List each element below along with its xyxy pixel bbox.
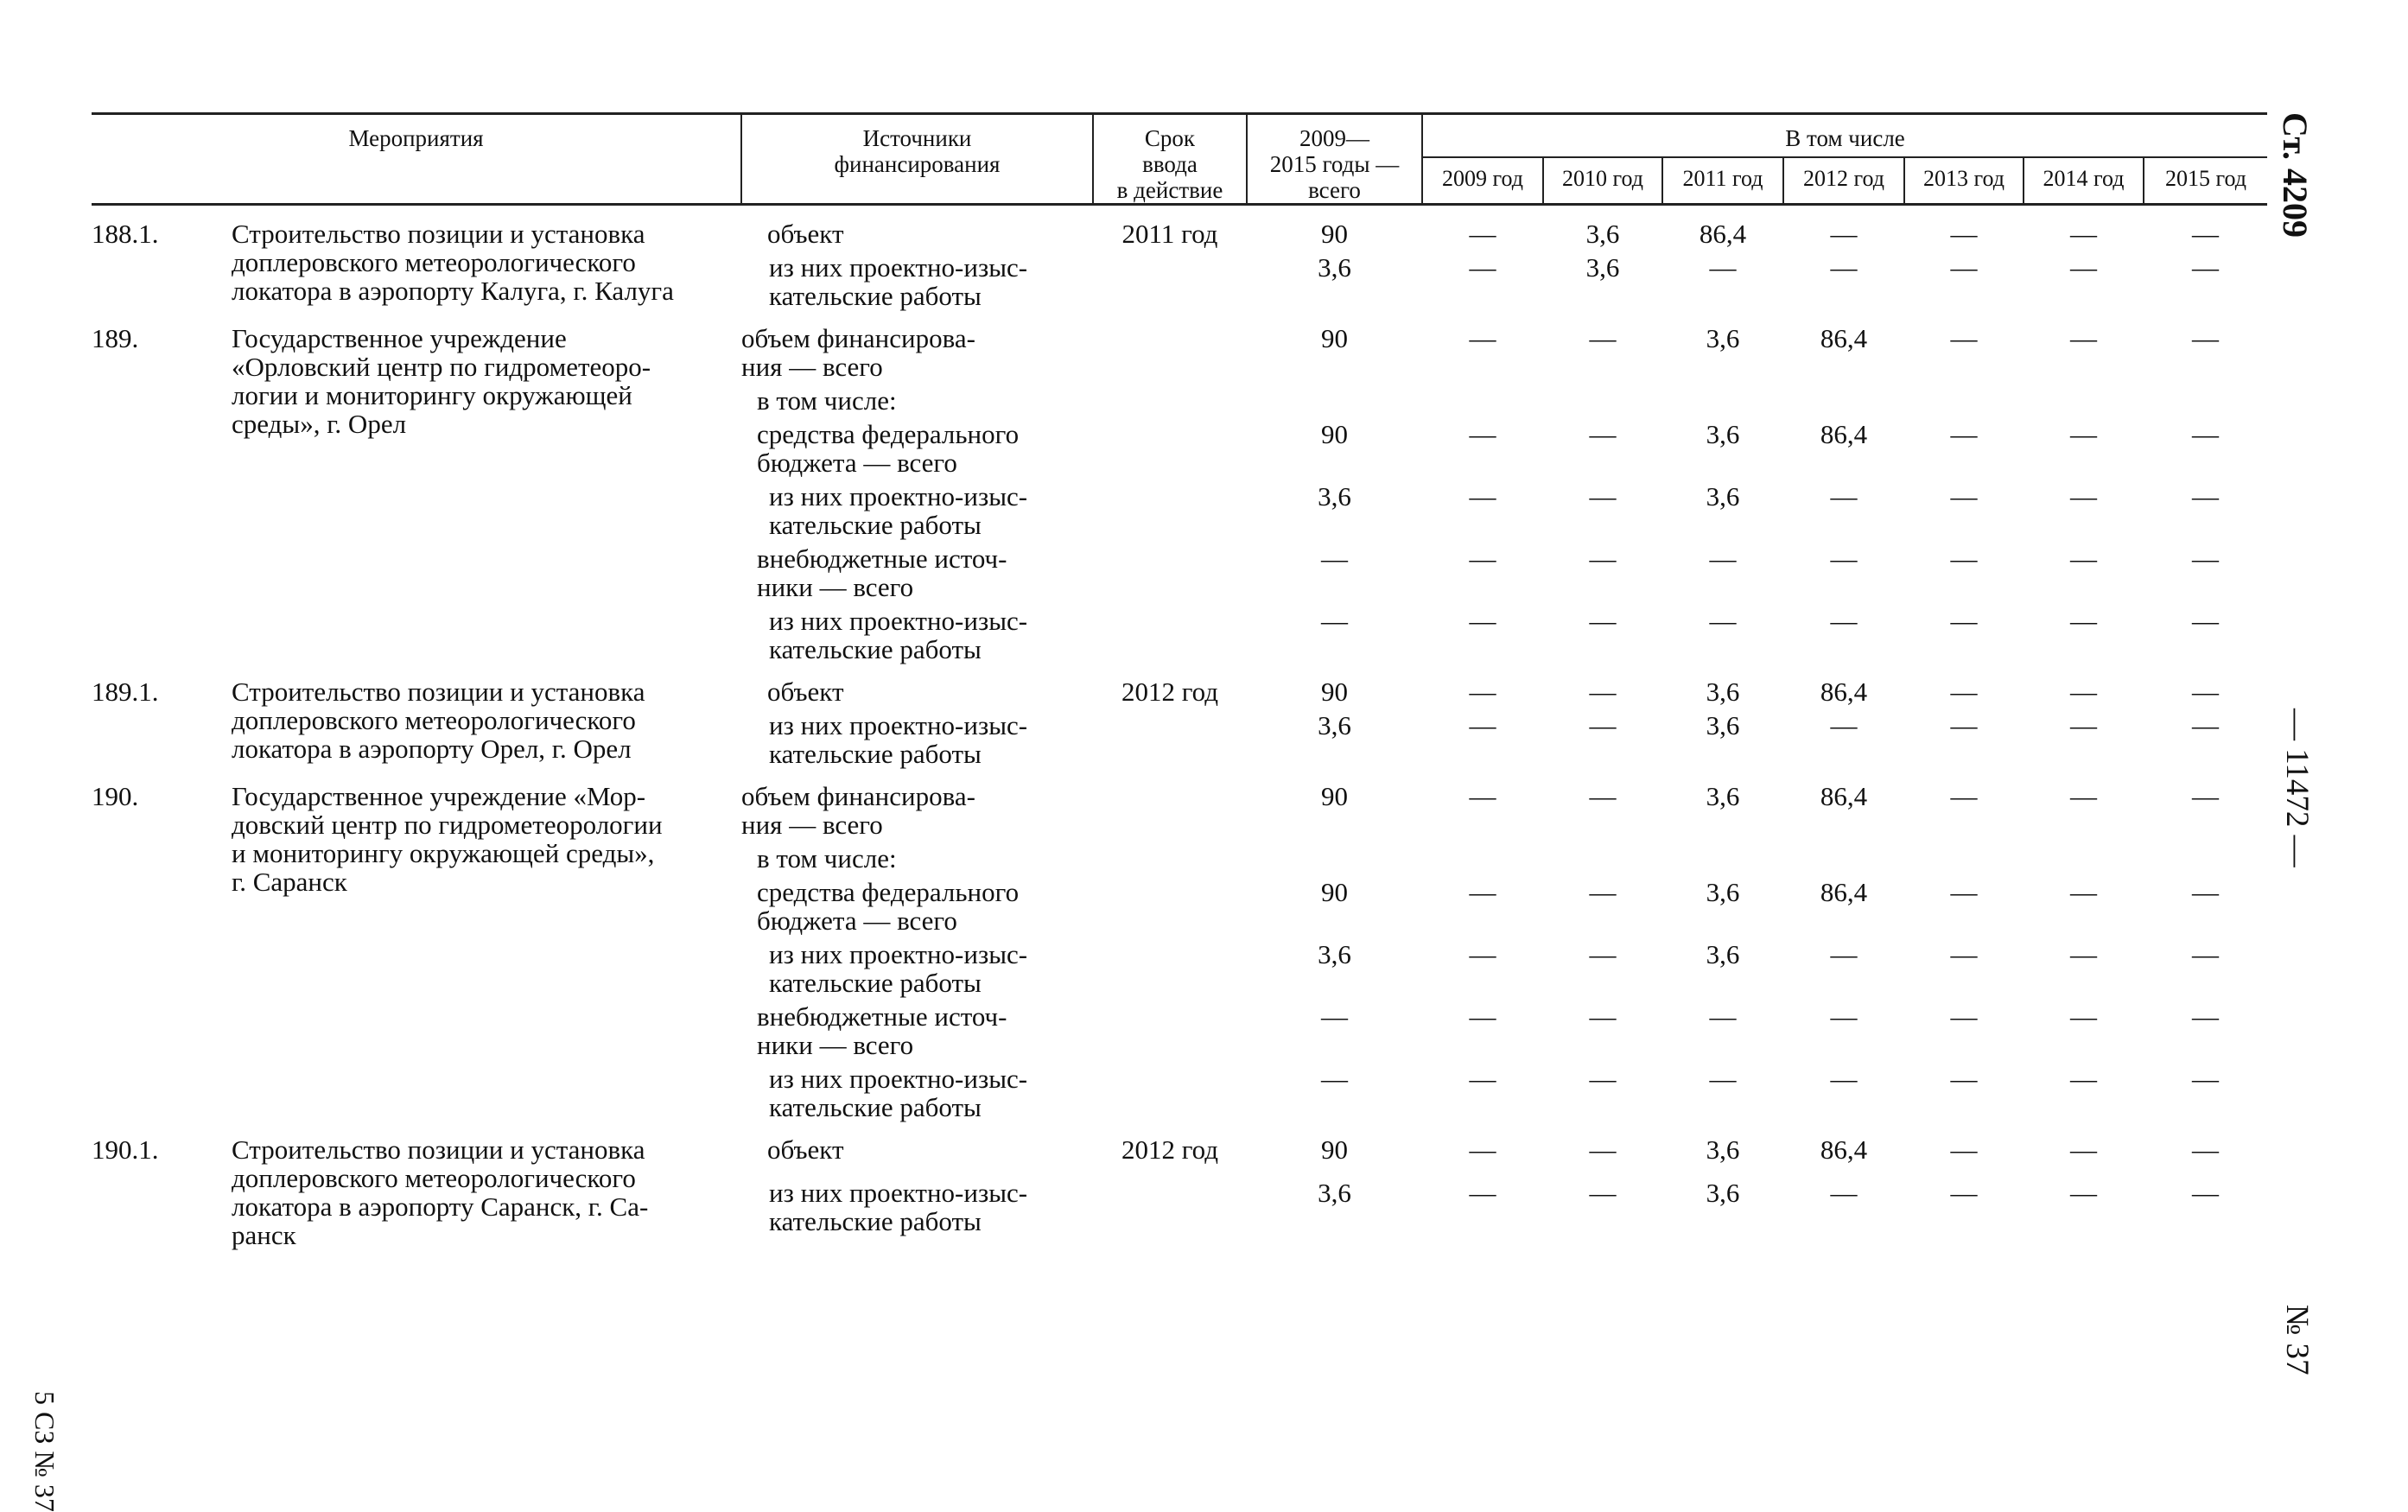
total-value: 90 [1321,219,1348,249]
item-title-line: доплеровского метеорологического [232,247,636,277]
year-value: — [1589,939,1617,969]
year-value: 3,6 [1706,1134,1740,1165]
funding-source-line: кательские работы [769,1205,982,1236]
funding-source [741,601,1093,664]
year-value [1783,839,1904,873]
commission-date [1093,248,1247,310]
item-title-line: локатора в аэропорту Орел, г. Орел [232,734,632,764]
year-value: — [2192,781,2220,811]
funding-source-line: ния — всего [741,810,883,840]
funding-source [741,768,1093,839]
total-value: — [1321,606,1348,636]
header-srok-line: ввода [1142,151,1198,177]
header-sources-line: Источники [862,125,972,151]
funding-source [741,381,1093,415]
item-number: 190.1. [92,1134,159,1165]
funding-source [741,1059,1093,1121]
commission-date: 2012 год [1121,1134,1219,1165]
year-value: — [1950,543,1978,574]
year-value: — [1709,1064,1737,1094]
year-value: — [1830,252,1858,283]
commission-date [1093,997,1247,1059]
year-value: — [1950,781,1978,811]
funding-source [741,664,1093,706]
year-value: — [1589,781,1617,811]
item-title-line: довский центр по гидрометеорологии [232,810,663,840]
item-title-line: Строительство позиции и установка [232,219,645,249]
year-value: — [1950,710,1978,740]
funding-source-line: кательские работы [769,634,982,664]
year-value: — [1950,877,1978,907]
page-number: Ст. 4209 [2276,112,2315,238]
year-value: — [2070,323,2097,353]
year-value: — [1469,606,1496,636]
year-value: — [2070,219,2097,249]
commission-date [1093,873,1247,935]
year-value [1422,839,1543,873]
funding-source [741,248,1093,310]
year-value: — [2070,543,2097,574]
year-value: — [2192,323,2220,353]
year-value [2024,381,2144,415]
item-number: 189. [92,323,139,353]
year-value: 3,6 [1706,677,1740,707]
year-value: — [1589,606,1617,636]
header-including: В том числе [1422,114,2267,158]
year-value [1543,839,1662,873]
signature-mark: 5 СЗ № 37 [29,1391,60,1512]
year-value: — [2192,677,2220,707]
total-value: 3,6 [1318,710,1351,740]
funding-source-line: кательские работы [769,968,982,998]
year-value: — [1950,323,1978,353]
year-value: — [1469,1134,1496,1165]
year-value: 3,6 [1706,710,1740,740]
commission-date [1093,706,1247,768]
commission-date: 2011 год [1121,219,1218,249]
year-value: 86,4 [1820,781,1868,811]
year-value: 3,6 [1706,877,1740,907]
year-value [1904,381,2024,415]
year-value: — [1469,219,1496,249]
year-value: — [2192,1177,2220,1208]
header-year: 2014 год [2024,157,2144,204]
year-value: — [1469,323,1496,353]
year-value: — [1709,606,1737,636]
table-row [92,310,2267,381]
year-value: 3,6 [1706,1177,1740,1208]
year-value: 86,4 [1820,677,1868,707]
year-value: — [1830,606,1858,636]
year-value: — [2070,481,2097,511]
year-value: — [1469,781,1496,811]
item-title-line: доплеровского метеорологического [232,705,636,735]
year-value: — [1950,1064,1978,1094]
year-value: — [2070,1134,2097,1165]
funding-source-line: объем финансирова- [741,323,975,353]
header-year: 2010 год [1543,157,1662,204]
total-value: 90 [1321,323,1348,353]
item-title-line: Государственное учреждение «Мор- [232,781,646,811]
year-value: — [2070,252,2097,283]
year-value: — [1830,481,1858,511]
item-title [232,768,741,1121]
header-srok-line: Срок [1144,125,1196,151]
item-title-line: г. Саранск [232,867,347,897]
funding-source [741,1173,1093,1249]
funding-source-line: из них проектно-изыс- [769,606,1028,636]
year-value: — [1950,1177,1978,1208]
year-value: — [1589,677,1617,707]
funding-source-line: в том числе: [757,385,897,416]
commission-date [1093,935,1247,997]
year-value: — [1589,419,1617,449]
total-value: 90 [1321,877,1348,907]
funding-source [741,839,1093,873]
year-value: — [1469,1001,1496,1032]
year-value: — [1469,877,1496,907]
commission-date [1093,1059,1247,1121]
year-value: 86,4 [1699,219,1747,249]
header-srok [1093,114,1247,205]
year-value: — [1469,710,1496,740]
commission-date [1093,415,1247,477]
item-number: 189.1. [92,677,159,707]
year-value: — [1950,481,1978,511]
total-value: — [1321,1001,1348,1032]
year-value: — [1950,219,1978,249]
year-value: — [2070,781,2097,811]
document-number: — 11472 — [2279,708,2315,867]
funding-source-line: из них проектно-изыс- [769,481,1028,511]
year-value [1783,381,1904,415]
funding-source [741,1121,1093,1173]
year-value: — [1589,1177,1617,1208]
year-value: — [2192,419,2220,449]
year-value: 86,4 [1820,877,1868,907]
header-total-line: 2015 годы — [1269,151,1400,177]
year-value: — [1950,606,1978,636]
year-value [1422,381,1543,415]
commission-date [1093,839,1247,873]
funding-source-line: из них проектно-изыс- [769,1177,1028,1208]
year-value: 86,4 [1820,323,1868,353]
year-value: — [2070,1001,2097,1032]
total-value: — [1321,1064,1348,1094]
funding-source-line: внебюджетные источ- [757,543,1007,574]
item-title-line: среды», г. Орел [232,409,407,439]
year-value: — [1950,252,1978,283]
header-srok-line: в действие [1116,177,1223,203]
funding-source-line: ния — всего [741,352,883,382]
year-value: — [2070,1177,2097,1208]
year-value: — [1469,1064,1496,1094]
year-value: — [1589,481,1617,511]
header-sources [741,114,1093,205]
funding-source [741,205,1093,249]
commission-date: 2012 год [1121,677,1219,707]
year-value: — [2070,677,2097,707]
year-value: — [2070,939,2097,969]
year-value: — [1469,419,1496,449]
funding-source [741,415,1093,477]
funding-source-line: из них проектно-изыс- [769,252,1028,283]
year-value [1904,839,2024,873]
year-value: — [1950,1134,1978,1165]
table-row [92,205,2267,249]
funding-source [741,310,1093,381]
funding-source-line: ники — всего [757,1030,914,1060]
funding-source-line: средства федерального [757,877,1020,907]
header-events: Мероприятия [92,114,741,205]
funding-source [741,997,1093,1059]
item-title-line: «Орловский центр по гидрометеоро- [232,352,651,382]
year-value: — [1469,677,1496,707]
year-value [2024,839,2144,873]
year-value: — [2070,1064,2097,1094]
table-row [92,664,2267,706]
year-value: — [1589,1064,1617,1094]
header-year: 2011 год [1662,157,1783,204]
total-value [1247,381,1422,415]
funding-source-line: из них проектно-изыс- [769,939,1028,969]
year-value: — [1709,543,1737,574]
year-value: — [2192,481,2220,511]
year-value: — [1830,1177,1858,1208]
year-value: — [1709,1001,1737,1032]
item-title-line: локатора в аэропорту Саранск, г. Са- [232,1191,649,1222]
total-value: — [1321,543,1348,574]
item-number: 190. [92,781,139,811]
total-value: 90 [1321,1134,1348,1165]
funding-source [741,477,1093,539]
year-value: — [1589,323,1617,353]
item-title [232,664,741,768]
funding-source-line: из них проектно-изыс- [769,710,1028,740]
item-title-line: ранск [232,1220,296,1250]
header-year: 2012 год [1783,157,1904,204]
year-value: — [1589,1134,1617,1165]
year-value: — [1830,1001,1858,1032]
funding-source-line: объект [767,677,844,707]
year-value: 3,6 [1585,252,1620,283]
year-value: — [2192,252,2220,283]
year-value: — [2192,877,2220,907]
year-value [2144,839,2267,873]
funding-source-line: в том числе: [757,843,897,874]
item-title-line: локатора в аэропорту Калуга, г. Калуга [232,276,674,306]
year-value: — [2192,1001,2220,1032]
funding-source-line: бюджета — всего [757,448,957,478]
funding-source [741,706,1093,768]
year-value: 3,6 [1706,939,1740,969]
item-title [232,1121,741,1249]
header-year: 2013 год [1904,157,2024,204]
year-value: — [2070,419,2097,449]
item-title [232,310,741,664]
year-value: — [1830,543,1858,574]
item-title-line: доплеровского метеорологического [232,1163,636,1193]
year-value: — [2070,877,2097,907]
total-value: 3,6 [1318,939,1351,969]
year-value: 3,6 [1706,323,1740,353]
year-value: — [1830,710,1858,740]
year-value: — [1589,543,1617,574]
funding-source-line: объект [767,1134,844,1165]
year-value [2144,381,2267,415]
total-value: 3,6 [1318,1177,1351,1208]
funding-source-line: ники — всего [757,572,914,602]
table-row [92,768,2267,839]
financing-table [92,112,2267,1249]
total-value: 3,6 [1318,252,1351,283]
total-value: 90 [1321,677,1348,707]
year-value: 3,6 [1706,419,1740,449]
year-value [1662,381,1783,415]
year-value: — [2192,939,2220,969]
year-value: 86,4 [1820,419,1868,449]
year-value: — [1589,1001,1617,1032]
year-value: — [1950,1001,1978,1032]
commission-date [1093,310,1247,381]
item-number: 188.1. [92,219,159,249]
header-total [1247,114,1422,205]
header-row [92,114,2267,158]
header-total-line: всего [1308,177,1361,203]
year-value: — [1950,677,1978,707]
funding-source-line: внебюджетные источ- [757,1001,1007,1032]
year-value: — [1469,1177,1496,1208]
issue-number: № 37 [2279,1305,2315,1375]
commission-date [1093,477,1247,539]
funding-source-line: объем финансирова- [741,781,975,811]
total-value: 90 [1321,419,1348,449]
funding-source-line: объект [767,219,844,249]
item-title-line: и мониторингу окружающей среды», [232,838,655,868]
year-value: — [2192,606,2220,636]
year-value: — [1950,939,1978,969]
funding-source [741,539,1093,601]
year-value: — [1469,939,1496,969]
header-year: 2009 год [1422,157,1543,204]
item-title-line: Строительство позиции и установка [232,1134,645,1165]
year-value: 3,6 [1706,481,1740,511]
funding-source-line: кательские работы [769,1092,982,1122]
commission-date [1093,539,1247,601]
year-value: — [1589,877,1617,907]
total-value [1247,839,1422,873]
year-value [1543,381,1662,415]
year-value: — [1589,710,1617,740]
funding-source-line: кательские работы [769,739,982,769]
item-title-line: Государственное учреждение [232,323,567,353]
year-value: — [2192,219,2220,249]
funding-source-line: средства федерального [757,419,1020,449]
year-value: — [1469,543,1496,574]
funding-source-line: кательские работы [769,510,982,540]
total-value: 3,6 [1318,481,1351,511]
year-value: — [2070,710,2097,740]
year-value: — [1830,939,1858,969]
year-value: — [1709,252,1737,283]
header-total-line: 2009— [1299,125,1369,151]
year-value [1662,839,1783,873]
year-value: — [2192,1134,2220,1165]
funding-source [741,873,1093,935]
year-value: — [2192,710,2220,740]
commission-date [1093,1173,1247,1249]
year-value: — [2192,1064,2220,1094]
year-value: — [1950,419,1978,449]
commission-date [1093,601,1247,664]
year-value: — [1469,252,1496,283]
year-value: — [1830,219,1858,249]
table-row [92,1121,2267,1173]
year-value: — [1469,481,1496,511]
year-value: 86,4 [1820,1134,1868,1165]
year-value: — [2070,606,2097,636]
funding-source-line: кательские работы [769,281,982,311]
header-sources-line: финансирования [834,151,1001,177]
funding-source [741,935,1093,997]
item-title [232,205,741,311]
year-value: — [2192,543,2220,574]
year-value: 3,6 [1706,781,1740,811]
item-title-line: Строительство позиции и установка [232,677,645,707]
header-year: 2015 год [2144,157,2267,204]
funding-source-line: из них проектно-изыс- [769,1064,1028,1094]
year-value: 3,6 [1585,219,1620,249]
commission-date [1093,768,1247,839]
item-title-line: логии и мониторингу окружающей [232,380,632,410]
total-value: 90 [1321,781,1348,811]
year-value: — [1830,1064,1858,1094]
funding-source-line: бюджета — всего [757,905,957,936]
commission-date [1093,381,1247,415]
